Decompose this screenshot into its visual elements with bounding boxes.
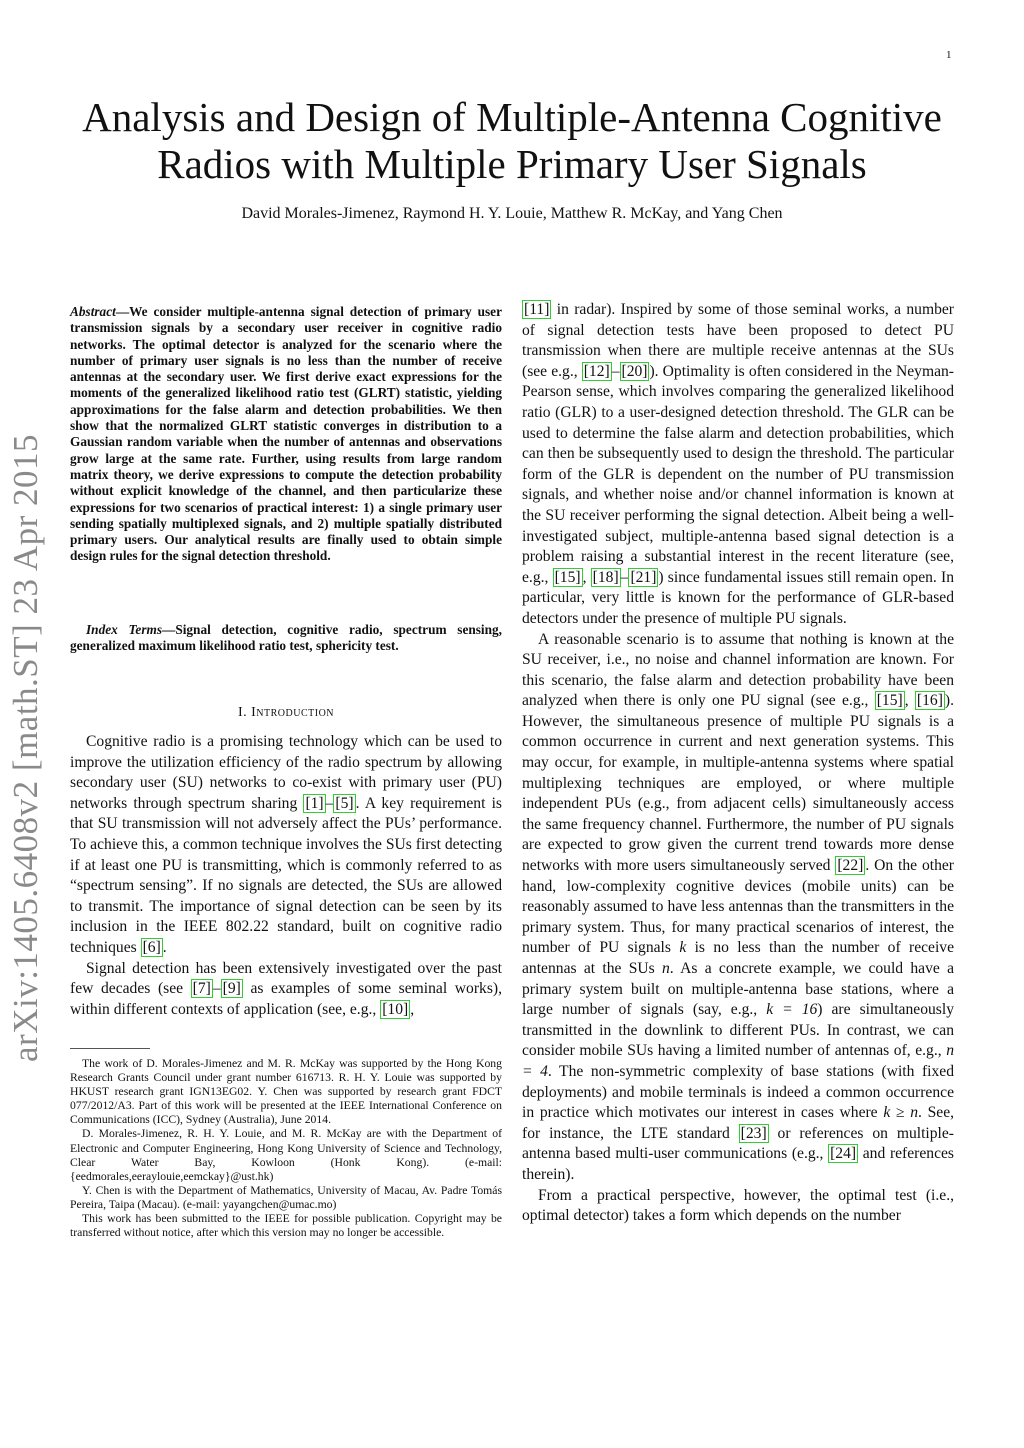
text-run: , bbox=[582, 568, 591, 586]
index-terms-label: Index Terms bbox=[86, 622, 163, 637]
citation-link[interactable]: [16] bbox=[916, 692, 943, 710]
index-terms bbox=[70, 622, 502, 655]
citation-link[interactable]: [11] bbox=[524, 301, 550, 318]
citation-link[interactable]: [23] bbox=[740, 1124, 767, 1142]
citation-link[interactable]: [6] bbox=[142, 938, 161, 956]
arxiv-identifier-stamp: arXiv:1405.6408v2 [math.ST] 23 Apr 2015 bbox=[6, 433, 45, 1062]
citation-link[interactable]: [15] bbox=[876, 692, 903, 710]
abstract bbox=[70, 304, 502, 565]
citation-link[interactable]: [7] bbox=[192, 980, 211, 998]
abstract-label: Abstract bbox=[70, 304, 116, 319]
text-run: . The non-symmetric complexity of base stations (with fixed deployments) and mobile terminals is indeed a common occurrence in practice which motivates our interest in cases where bbox=[522, 1062, 954, 1122]
paper-title: Analysis and Design of Multiple-Antenna Cognitive Radios with Multiple Primary User Signals bbox=[82, 94, 942, 187]
footnote-copyright: This work has been submitted to the IEEE for possible publication. Copyright may be transferred without notice, after which this version may no longer be accessible. bbox=[70, 1212, 502, 1240]
text-run: in radar). Inspired by some of those seminal works, a number of signal detection tests have been proposed to detect PU transmission when there are multiple receive antennas at the SUs (see e.g., bbox=[522, 301, 954, 380]
right-paragraph-1 bbox=[522, 300, 954, 630]
text-run: , bbox=[410, 1000, 415, 1018]
citation-link[interactable]: [10] bbox=[382, 1000, 409, 1018]
text-run: ). Optimality is often considered in the Neyman-Pearson sense, which involves comparing the generalized likelihood ratio (GLR) to a user-designed detection threshold. The GLR can be used to determine the false alarm and detection probabilities, which can then be subsequently used to design the threshold. The particular form of the GLR is dependent on the number of PU transmission signals, and whether noise and/or channel information is known at the SU receiver performing the signal detection. Albeit being a well-investigated subject, multiple-antenna based signal detection is a problem raising a substantial interest in the recent literature (see, e.g., bbox=[522, 362, 954, 586]
citation-link[interactable]: [20] bbox=[621, 362, 648, 380]
math-symbol: k bbox=[679, 939, 687, 957]
footnote-funding: The work of D. Morales-Jimenez and M. R. McKay was supported by the Hong Kong Research Grants Council under grant number 616713. R. H. Y. Louie was supported by HKUST research grant IGN13EG02. Y. Chen was supported by research grant FDCT 077/2012/A3. Part of this work will be presented at the IEEE International Conference on Communications (ICC), Sydney (Australia), June 2014. bbox=[70, 1057, 502, 1127]
text-run: . See, for instance, the LTE standard bbox=[522, 1104, 955, 1142]
text-run: ). However, the simultaneous presence of multiple PU signals is a common occurrence in current and next generation systems. This may occur, for example, in multiple-antenna systems where spatial multiplexing techniques are employed, or where multiple independent PUs (e.g., from adjacent cells) simultaneously access the same frequency channel. Furthermore, the number of PU signals are expected to grow given the current trend towards more dense networks with more users simultaneously served bbox=[522, 692, 954, 875]
section-number: I. bbox=[237, 705, 248, 720]
citation-link[interactable]: [22] bbox=[837, 857, 864, 875]
text-run: or references on multiple-antenna based multi-user communications (e.g., bbox=[522, 1124, 955, 1163]
math-expression: k ≥ n bbox=[883, 1104, 918, 1122]
math-expression: n = 4 bbox=[522, 1042, 954, 1080]
index-terms-text: —Signal detection, cognitive radio, spectrum sensing, generalized maximum likelihood ratio test, sphericity test. bbox=[70, 622, 502, 654]
abstract-text: —We consider multiple-antenna signal detection of primary user transmission signals by a secondary user receiver in cognitive radio networks. The optimal detector is analyzed for the scenario where the number of primary user signals is no less than the number of receive antennas at the secondary user. We first derive exact expressions for the moments of the generalized likelihood ratio test (GLRT) statistic, yielding approximations for the false alarm and detection probabilities. We then show that the normalized GLRT statistic converges in distribution to a Gaussian random variable when the number of antennas and observations grow large at the same rate. Further, using results from large random matrix theory, we derive expressions to compute the detection probability without explicit knowledge of the channel, and then particularize these expressions for two scenarios of practical interest: 1) a single primary user sending spatially multiplexed signals, and 2) multiple spatially distributed primary users. Our analytical results are finally used to obtain simple design rules for the signal detection threshold. bbox=[70, 304, 502, 564]
text-run: A reasonable scenario is to assume that nothing is known at the SU receiver, i.e., no noise and channel information are known. For this scenario, the false alarm and detection probability have been analyzed when there is only one PU signal (see e.g., bbox=[522, 630, 954, 710]
intro-paragraph-1 bbox=[70, 732, 502, 959]
footnote-divider bbox=[70, 1048, 150, 1049]
introduction-left-column bbox=[70, 732, 502, 1020]
citation-link[interactable]: [9] bbox=[222, 980, 241, 998]
author-list: David Morales-Jimenez, Raymond H. Y. Louie, Matthew R. McKay, and Yang Chen bbox=[241, 205, 783, 222]
text-run: – bbox=[325, 794, 334, 812]
text-run: . bbox=[162, 938, 167, 956]
text-run: and references therein). bbox=[522, 1145, 954, 1183]
right-paragraph-3: From a practical perspective, however, the optimal test (i.e., optimal detector) takes a form which depends on the number bbox=[522, 1186, 954, 1225]
citation-link[interactable]: [21] bbox=[630, 568, 657, 586]
right-paragraph-2 bbox=[522, 630, 954, 1186]
text-run: Signal detection has been extensively investigated over the past few decades (see bbox=[70, 959, 502, 998]
text-run: – bbox=[620, 568, 629, 586]
section-title: Introduction bbox=[251, 705, 335, 720]
text-run: . A key requirement is that SU transmission will not adversely affect the PUs’ performance. To achieve this, a common technique involves the SUs first detecting if at least one PU is transmitting, which is commonly referred to as “spectrum sensing”. If no signals are detected, the SUs are allowed to transmit. The importance of signal detection can be seen by its inclusion in the IEEE 802.22 standard, built on cognitive radio techniques bbox=[70, 794, 502, 956]
math-symbol: n bbox=[661, 960, 670, 977]
citation-link[interactable]: [15] bbox=[554, 568, 581, 586]
text-run: – bbox=[212, 980, 221, 998]
section-heading-introduction bbox=[70, 705, 502, 721]
footnote-affiliation-macau: Y. Chen is with the Department of Mathematics, University of Macau, Av. Padre Tomás Pereira, Taipa (Macau). (e-mail: yayangchen@umac.mo) bbox=[70, 1183, 502, 1211]
citation-link[interactable]: [5] bbox=[335, 794, 354, 812]
text-run: as examples of some seminal works), within different contexts of application (see, e.g., bbox=[70, 980, 502, 1018]
text-run: ) since fundamental issues still remain open. In particular, very little is known for the performance of GLR-based detectors under the presence of multiple PU signals. bbox=[522, 568, 954, 627]
text-run: , bbox=[904, 692, 915, 710]
citation-link[interactable]: [1] bbox=[305, 794, 324, 812]
footnotes bbox=[70, 1057, 502, 1240]
citation-link[interactable]: [12] bbox=[583, 362, 610, 380]
text-run: Cognitive radio is a promising technology which can be used to improve the utilization efficiency of the radio spectrum by allowing secondary user (SU) networks to co-exist with primary user (PU) networks through spectrum sharing bbox=[70, 733, 502, 812]
text-run: – bbox=[611, 362, 620, 380]
introduction-right-column bbox=[522, 300, 954, 1227]
citation-link[interactable]: [18] bbox=[592, 568, 619, 586]
citation-link[interactable]: [24] bbox=[830, 1145, 857, 1163]
intro-paragraph-2 bbox=[70, 959, 502, 1021]
footnote-affiliation-hkust: D. Morales-Jimenez, R. H. Y. Louie, and M. R. McKay are with the Department of Electronic and Computer Engineering, Hong Kong University of Science and Technology, Clear Water Bay, Kowloon (Honk Kong). (e-mail:{eedmorales,eeraylouie,eemckay}@ust.hk) bbox=[70, 1127, 502, 1183]
page-number: 1 bbox=[946, 49, 952, 61]
text-run: . On the other hand, low-complexity cognitive devices (mobile units) can be reasonably assumed to have less antennas than the transmitters in the primary system. Thus, for many practical scenarios of interest, the number of PU signals bbox=[522, 857, 954, 957]
text-run: . As a concrete example, we could have a primary system built on multiple-antenna base stations, where a large number of signals (say, e.g., bbox=[522, 960, 954, 1019]
text-run: ) are simultaneously transmitted in the downlink to different PUs. In contrast, we can consider mobile SUs having a limited number of antennas of, e.g., bbox=[522, 1001, 954, 1060]
text-run: is no less than the number of receive antennas at the SUs bbox=[522, 939, 955, 977]
math-expression: k = 16 bbox=[766, 1001, 818, 1019]
